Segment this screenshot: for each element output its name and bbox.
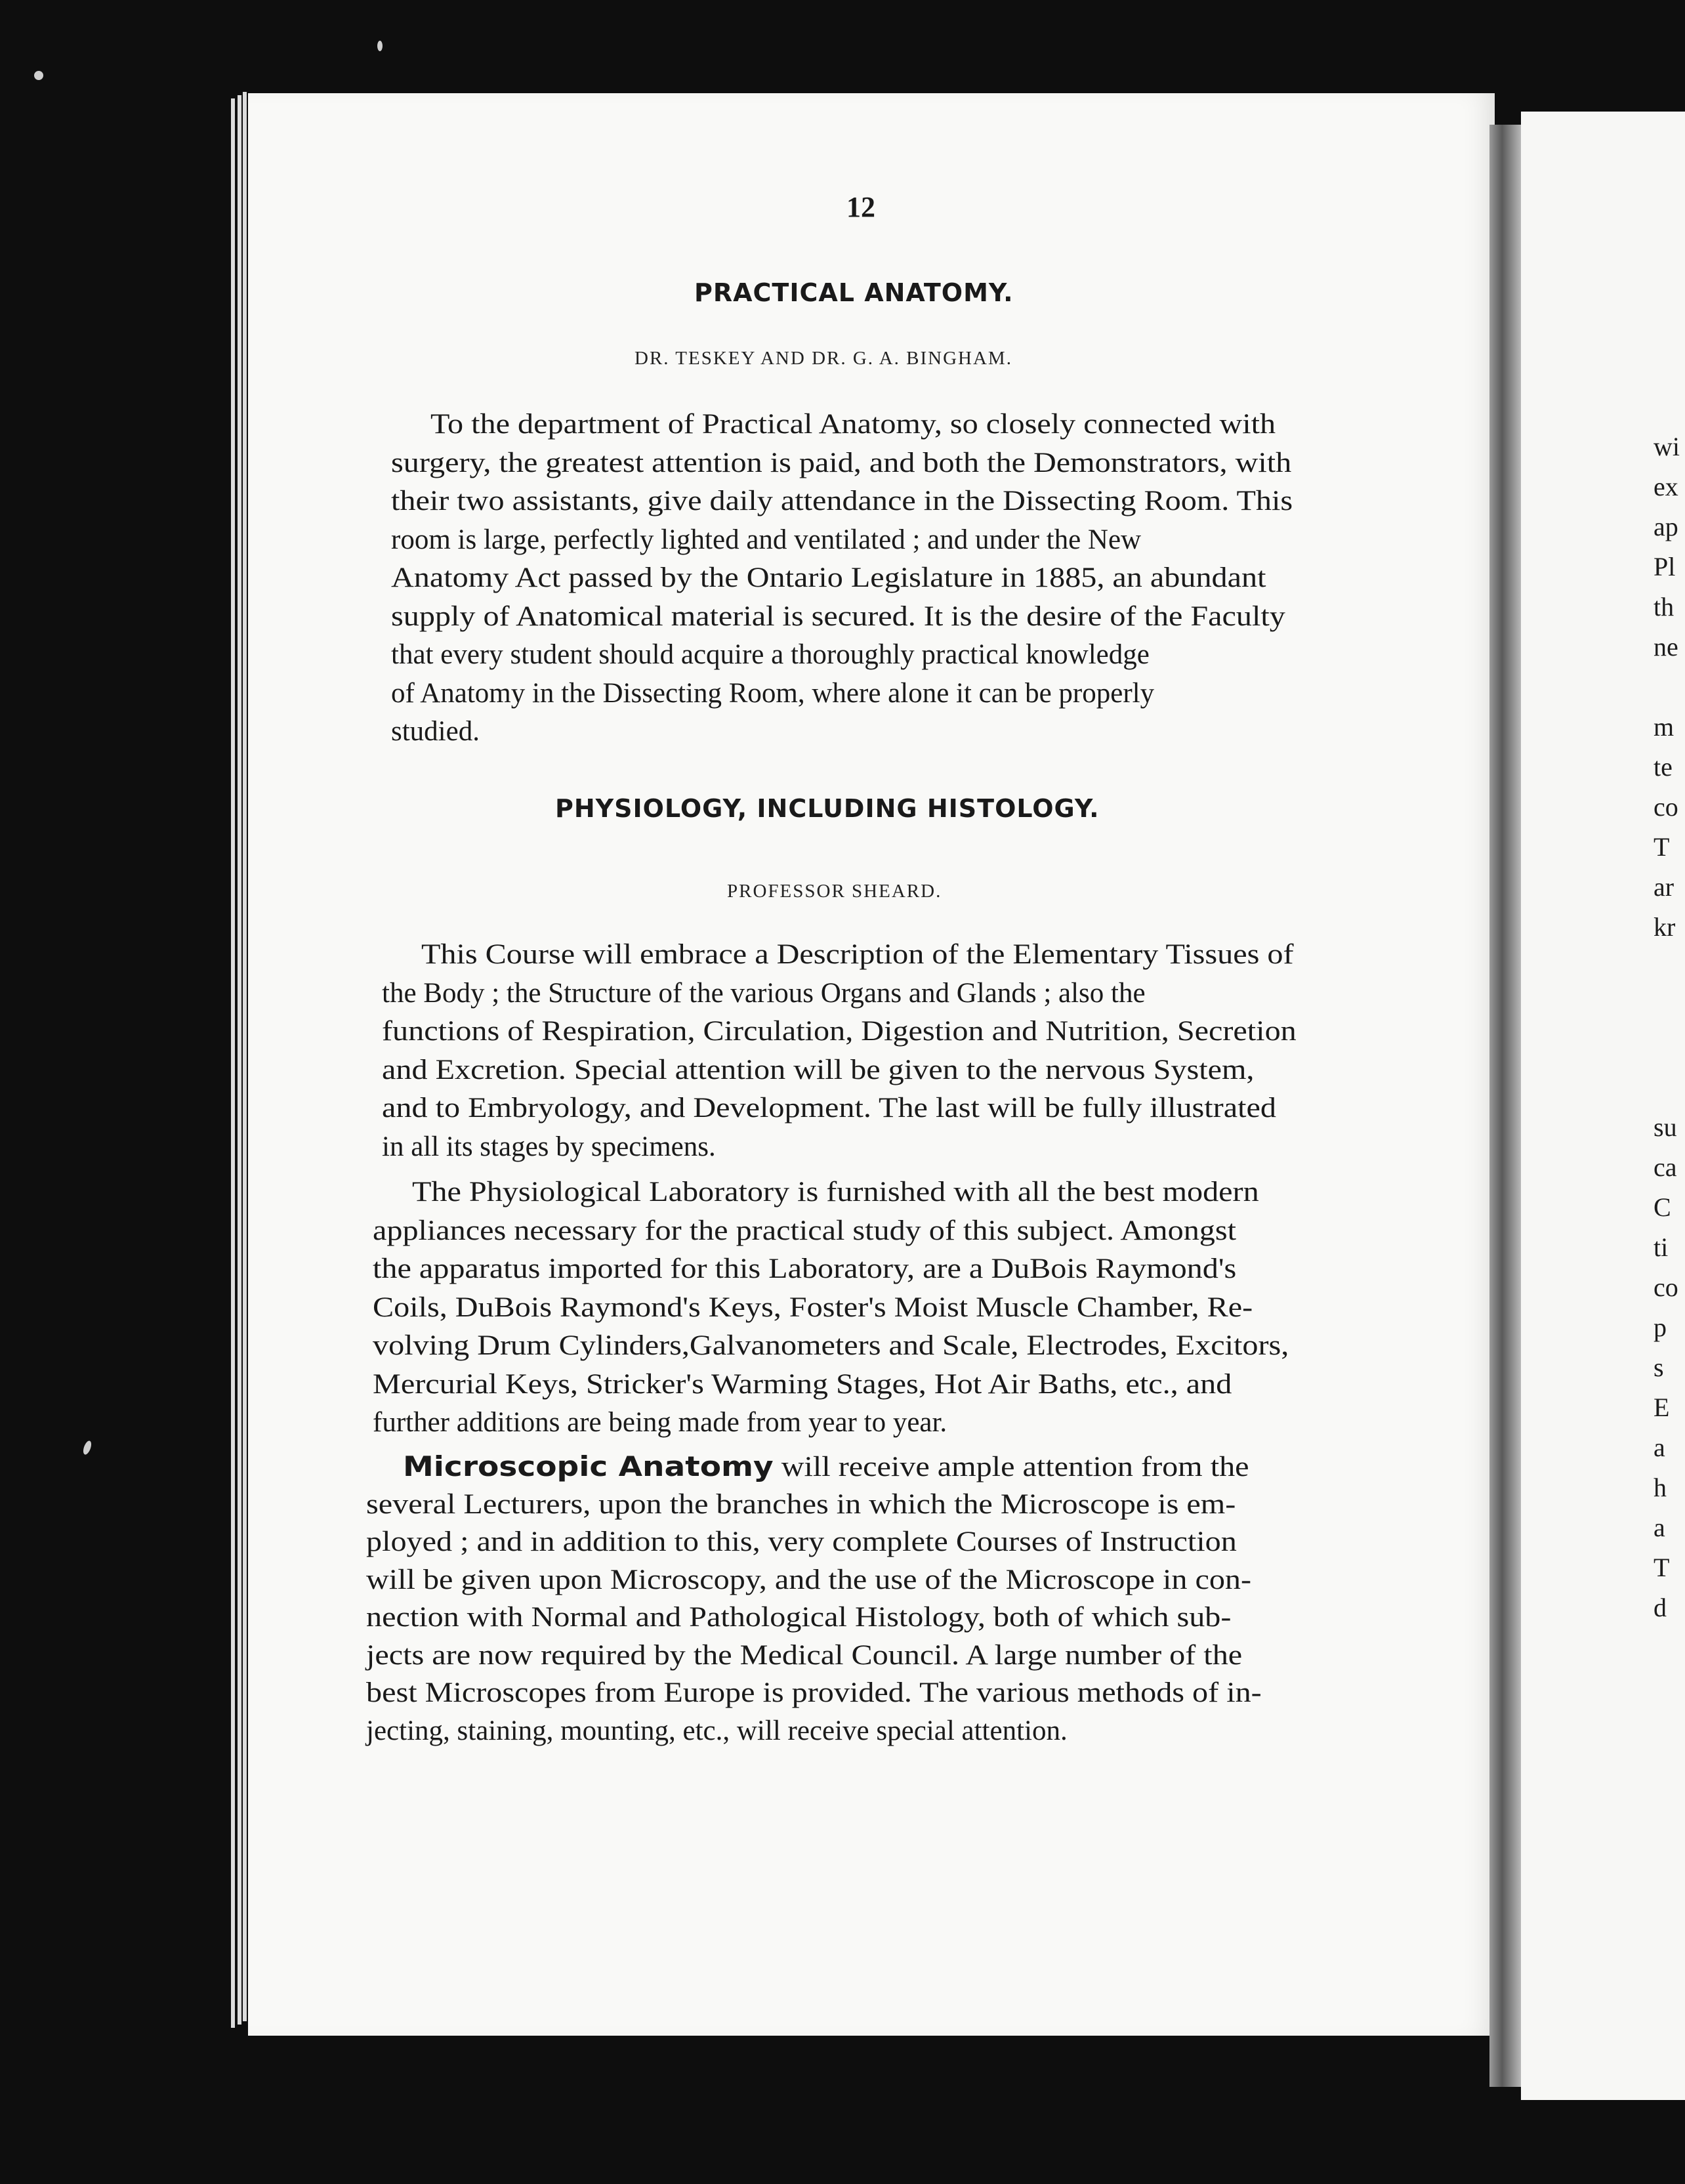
section-byline: PROFESSOR SHEARD. [727, 881, 942, 902]
text-line: of Anatomy in the Dissecting Room, where alone it can be properly [391, 677, 1155, 709]
right-page-fragment [1654, 667, 1680, 707]
text-line: The Physiological Laboratory is furnished with all the best modern [412, 1177, 1259, 1208]
text-line: will be given upon Microscopy, and the use of the Microscope in con- [366, 1564, 1252, 1595]
right-page-fragment: p [1654, 1312, 1667, 1342]
right-page-fragment: d [1654, 1593, 1667, 1622]
text-line: room is large, perfectly lighted and ventilated ; and under the New [391, 524, 1142, 555]
text-line: their two assistants, give daily attendance in the Dissecting Room. This [391, 486, 1293, 516]
right-page-fragment: wi [1654, 432, 1680, 461]
text-line: Mercurial Keys, Stricker's Warming Stages, Hot Air Baths, etc., and [373, 1368, 1232, 1400]
right-page-fragment: co [1654, 792, 1678, 822]
right-page-fragment: ti [1654, 1232, 1669, 1262]
text-line: best Microscopes from Europe is provided. The various methods of in- [366, 1677, 1262, 1708]
right-page-fragment: co [1654, 1272, 1678, 1302]
right-page-fragment: T [1654, 1553, 1670, 1582]
text-line: jecting, staining, mounting, etc., will receive special attention. [366, 1715, 1068, 1746]
text-line: To the department of Practical Anatomy, so closely connected with [430, 409, 1276, 440]
section-heading-practical-anatomy: PRACTICAL ANATOMY. [694, 278, 1014, 307]
text-line: ployed ; and in addition to this, very complete Courses of Instruction [366, 1526, 1237, 1557]
right-page-fragment: a [1654, 1513, 1665, 1542]
book-gutter [1489, 125, 1521, 2087]
scan-speck [34, 71, 43, 80]
page-number: 12 [846, 191, 875, 223]
text-line: and to Embryology, and Development. The last will be fully illustrated [382, 1093, 1276, 1124]
text-line: the Body ; the Structure of the various Organs and Glands ; also the [382, 977, 1146, 1009]
right-page-fragment [1654, 987, 1680, 1027]
page-edge [238, 95, 241, 2025]
text-line: jects are now required by the Medical Council. A large number of the [366, 1639, 1243, 1671]
text-line: studied. [391, 716, 480, 747]
right-page-fragment: h [1654, 1473, 1667, 1502]
right-page-fragment: kr [1654, 912, 1676, 942]
page-edge [243, 92, 247, 2021]
section-byline: DR. TESKEY AND DR. G. A. BINGHAM. [634, 348, 1012, 369]
right-page-fragment [1654, 1027, 1680, 1067]
text-line: surgery, the greatest attention is paid, and both the Demonstrators, with [391, 447, 1292, 478]
text-line: Anatomy Act passed by the Ontario Legislature in 1885, an abundant [391, 562, 1266, 593]
text-line [403, 1450, 1249, 1483]
text-line: the apparatus imported for this Laboratory, are a DuBois Raymond's [373, 1253, 1237, 1284]
right-page-fragment: ne [1654, 632, 1678, 662]
right-page-fragment: C [1654, 1192, 1671, 1222]
text-line: further additions are being made from year to year. [373, 1407, 947, 1438]
microscopic-anatomy-lead: Microscopic Anatomy [403, 1450, 774, 1482]
right-page-fragment: su [1654, 1112, 1677, 1142]
right-page-fragment [1654, 947, 1680, 987]
text-line: functions of Respiration, Circulation, Digestion and Nutrition, Secretion [382, 1016, 1297, 1047]
scan-speck [82, 1440, 93, 1456]
text-line: several Lecturers, upon the branches in which the Microscope is em- [366, 1488, 1236, 1520]
right-page-fragment: ca [1654, 1152, 1677, 1182]
right-page-fragment [1654, 1067, 1680, 1107]
section-heading-physiology: PHYSIOLOGY, INCLUDING HISTOLOGY. [555, 794, 1100, 823]
text-line: This Course will embrace a Description of the Elementary Tissues of [421, 939, 1294, 970]
text-line: volving Drum Cylinders,Galvanometers and Scale, Electrodes, Excitors, [373, 1330, 1289, 1361]
right-page-fragment: E [1654, 1393, 1670, 1422]
page-edge [231, 98, 235, 2028]
right-page-fragment: th [1654, 592, 1675, 621]
right-page-text [1654, 427, 1680, 1628]
right-page-fragment: ap [1654, 512, 1678, 541]
text-line: Coils, DuBois Raymond's Keys, Foster's Moist Muscle Chamber, Re- [373, 1292, 1253, 1323]
text-line: that every student should acquire a thoroughly practical knowledge [391, 639, 1150, 670]
right-page-fragment: m [1654, 712, 1675, 742]
right-page-fragment: Pl [1654, 552, 1676, 581]
right-page-fragment: s [1654, 1353, 1664, 1382]
right-page-fragment: ex [1654, 472, 1678, 501]
scan-speck [377, 41, 383, 51]
text-line: and Excretion. Special attention will be given to the nervous System, [382, 1054, 1255, 1085]
right-page-fragment: te [1654, 752, 1673, 782]
text-line: nection with Normal and Pathological Histology, both of which sub- [366, 1602, 1232, 1633]
right-page-fragment: a [1654, 1433, 1665, 1462]
text-span: will receive ample attention from the [773, 1452, 1249, 1482]
text-line: supply of Anatomical material is secured. It is the desire of the Faculty [391, 600, 1285, 632]
right-page-fragment: ar [1654, 872, 1675, 902]
text-line: in all its stages by specimens. [382, 1131, 716, 1162]
right-page-fragment: T [1654, 832, 1670, 862]
text-line: appliances necessary for the practical study of this subject. Amongst [373, 1215, 1237, 1246]
